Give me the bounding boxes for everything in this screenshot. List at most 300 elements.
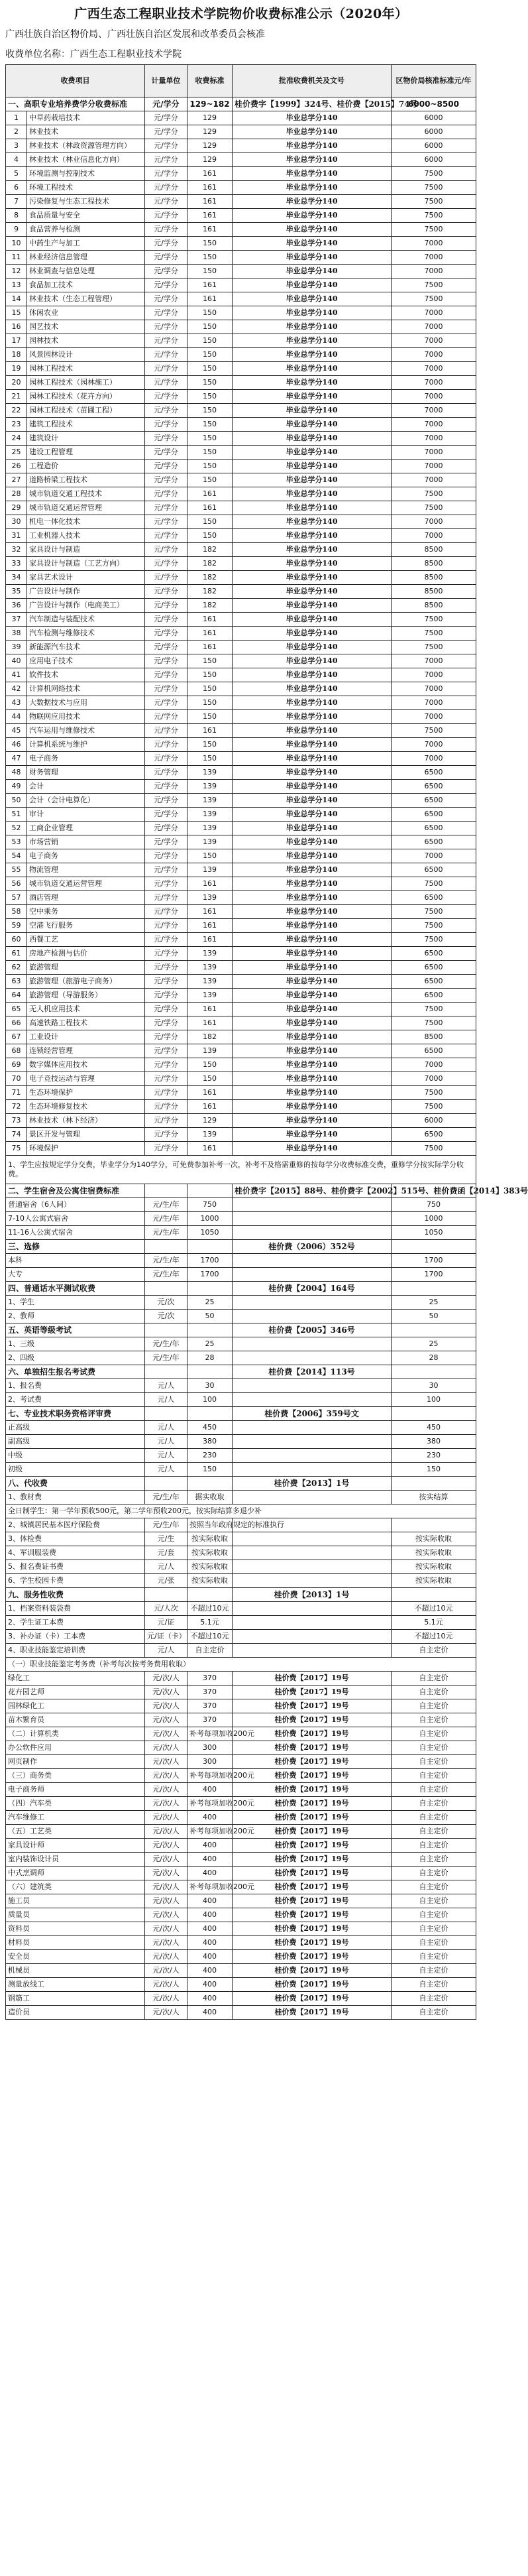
major-fee: 161: [187, 167, 233, 181]
fee-unit: 元/次: [145, 1310, 187, 1323]
major-name: 物联网应用技术: [27, 710, 145, 724]
major-fee: 161: [187, 501, 233, 515]
section-approved: [392, 1282, 476, 1296]
major-credits: 毕业总学分140: [233, 362, 392, 376]
fee-unit: 元/次/人: [145, 1672, 187, 1686]
major-fee: 150: [187, 237, 233, 251]
fee-approved: 1000: [392, 1212, 476, 1226]
major-row: [6, 1142, 476, 1156]
major-index: 54: [6, 849, 27, 863]
major-row: [6, 822, 476, 835]
major-fee: 150: [187, 404, 233, 418]
fee-unit: 元/证: [145, 1616, 187, 1630]
major-unit: 元/学分: [145, 738, 187, 752]
major-index: 14: [6, 292, 27, 306]
major-row: [6, 808, 476, 822]
major-name: 空中乘务: [27, 905, 145, 919]
section-title: 三、选修: [6, 1240, 145, 1254]
major-fee: 161: [187, 181, 233, 195]
fee-unit: 元/生/年: [145, 1351, 187, 1365]
major-approved: 7500: [392, 1142, 476, 1156]
major-fee: 139: [187, 863, 233, 877]
fee-basis: 桂价费【2017】19号: [233, 1950, 392, 1964]
major-approved: 6500: [392, 947, 476, 961]
major-approved: 7500: [392, 613, 476, 627]
major-approved: 7000: [392, 529, 476, 543]
fee-unit: 元/证（卡）: [145, 1630, 187, 1644]
fee-item-name: 施工员: [6, 1894, 145, 1908]
section-approved: [392, 1365, 476, 1379]
fee-standard: 28: [187, 1351, 233, 1365]
fee-item-name: 副高级: [6, 1435, 145, 1449]
major-approved: 6500: [392, 808, 476, 822]
fee-item-name: 汽车维修工: [6, 1811, 145, 1825]
major-fee: 139: [187, 961, 233, 975]
major-index: 41: [6, 668, 27, 682]
major-approved: 7000: [392, 390, 476, 404]
fee-item-name: 钢筋工: [6, 1992, 145, 2006]
major-index: 22: [6, 404, 27, 418]
major-credits: 毕业总学分140: [233, 139, 392, 153]
fee-row: [6, 1268, 476, 1282]
fee-basis: 桂价费【2017】19号: [233, 1839, 392, 1853]
major-approved: 6500: [392, 794, 476, 808]
fee-item-name: 花卉园艺师: [6, 1686, 145, 1699]
fee-approved: [392, 1518, 476, 1532]
major-index: 72: [6, 1100, 27, 1114]
fee-standard: 400: [187, 1978, 233, 1992]
major-name: 西餐工艺: [27, 933, 145, 947]
major-name: 广告设计与制作（电商美工）: [27, 599, 145, 613]
fee-approved: 自主定价: [392, 1992, 476, 2006]
fee-standard: 370: [187, 1672, 233, 1686]
major-row: [6, 487, 476, 501]
fee-note: 全日制学生：第一学年预收500元，第二学年预收200元，按实际结算多退少补: [6, 1504, 476, 1518]
fee-item-name: 苗木繁育员: [6, 1713, 145, 1727]
fee-basis: 桂价费【2017】19号: [233, 1992, 392, 2006]
section-title: 七、专业技术职务资格评审费: [6, 1407, 145, 1421]
major-approved: 7000: [392, 738, 476, 752]
fee-basis: [233, 1616, 392, 1630]
major-credits: 毕业总学分140: [233, 822, 392, 835]
fee-row: [6, 1351, 476, 1365]
major-index: 51: [6, 808, 27, 822]
section-unit: [145, 1323, 187, 1337]
fee-basis: 桂价费【2017】19号: [233, 1853, 392, 1867]
major-credits: 毕业总学分140: [233, 460, 392, 473]
institution-name: 收费单位名称：广西生态工程职业技术学院: [5, 49, 182, 60]
section-unit: [145, 1282, 187, 1296]
major-fee: 161: [187, 195, 233, 209]
fee-basis: [233, 1574, 392, 1588]
major-index: 1: [6, 111, 27, 125]
major-name: 汽车检测与维修技术: [27, 627, 145, 641]
fee-standard: 不超过10元: [187, 1630, 233, 1644]
fee-standard: 据实收取: [187, 1491, 233, 1504]
major-name: 工商企业管理: [27, 822, 145, 835]
section-basis: 桂价费【2013】1号: [233, 1477, 392, 1491]
fee-unit: 元/次/人: [145, 1894, 187, 1908]
major-approved: 7000: [392, 334, 476, 348]
fee-approved: 100: [392, 1393, 476, 1407]
fee-unit: 元/人: [145, 1463, 187, 1477]
major-row: [6, 1016, 476, 1030]
fee-unit: 元/生/年: [145, 1491, 187, 1504]
fee-unit: 元/套: [145, 1546, 187, 1560]
major-fee: 150: [187, 306, 233, 320]
fee-table: [5, 64, 528, 2020]
major-row: [6, 989, 476, 1003]
col-header-unit: 计量单位: [145, 65, 187, 97]
major-index: 39: [6, 641, 27, 654]
fee-basis: 桂价费【2017】19号: [233, 1713, 392, 1727]
major-credits: 毕业总学分140: [233, 891, 392, 905]
major-unit: 元/学分: [145, 557, 187, 571]
major-fee: 150: [187, 362, 233, 376]
major-row: [6, 432, 476, 446]
fee-row: [6, 1853, 476, 1867]
major-approved: 7500: [392, 919, 476, 933]
fee-approved: 自主定价: [392, 1741, 476, 1755]
major-credits: 毕业总学分140: [233, 446, 392, 460]
major-name: 林业经济信息管理: [27, 251, 145, 265]
fee-item-name: 1、报名费: [6, 1379, 145, 1393]
fee-item-name: 资料员: [6, 1922, 145, 1936]
major-index: 55: [6, 863, 27, 877]
major-row: [6, 947, 476, 961]
major-credits: 毕业总学分140: [233, 1086, 392, 1100]
major-row: [6, 919, 476, 933]
fee-row: [6, 1518, 476, 1532]
fee-approved: 自主定价: [392, 1672, 476, 1686]
major-approved: 6000: [392, 153, 476, 167]
fee-unit: 元/生/年: [145, 1226, 187, 1240]
fee-standard: 补考每项加收200元: [187, 1880, 233, 1894]
fee-unit: 元/生/年: [145, 1268, 187, 1282]
major-row: [6, 696, 476, 710]
major-fee: 161: [187, 1003, 233, 1016]
fee-standard: 400: [187, 1894, 233, 1908]
major-row: [6, 292, 476, 306]
fee-unit: 元/次/人: [145, 1978, 187, 1992]
fee-item-name: 4、军训服装费: [6, 1546, 145, 1560]
major-unit: 元/学分: [145, 515, 187, 529]
major-approved: 7500: [392, 181, 476, 195]
fee-row: [6, 1616, 476, 1630]
major-index: 11: [6, 251, 27, 265]
major-unit: 元/学分: [145, 1003, 187, 1016]
fee-basis: 桂价费【2017】19号: [233, 1867, 392, 1880]
major-row: [6, 473, 476, 487]
fee-standard: 按实际收取: [187, 1574, 233, 1588]
major-unit: 元/学分: [145, 835, 187, 849]
major-index: 28: [6, 487, 27, 501]
major-row: [6, 571, 476, 585]
fee-unit: 元/次/人: [145, 1727, 187, 1741]
major-unit: 元/学分: [145, 752, 187, 766]
col-header-basis: 批准收费机关及文号: [233, 65, 392, 97]
fee-row: [6, 1978, 476, 1992]
fee-standard: 1000: [187, 1212, 233, 1226]
section-basis: 桂价费【2005】346号: [233, 1323, 392, 1337]
major-index: 5: [6, 167, 27, 181]
major-name: 城市轨道交通运营管理: [27, 877, 145, 891]
major-unit: 元/学分: [145, 682, 187, 696]
major-fee: 139: [187, 975, 233, 989]
major-approved: 7000: [392, 1058, 476, 1072]
fee-standard: 400: [187, 1992, 233, 2006]
major-unit: 元/学分: [145, 724, 187, 738]
fee-item-name: 1、档案资料装袋费: [6, 1602, 145, 1616]
major-unit: 元/学分: [145, 390, 187, 404]
major-fee: 161: [187, 724, 233, 738]
section-row: [6, 1588, 476, 1602]
major-approved: 7500: [392, 724, 476, 738]
fee-unit: 元/人: [145, 1560, 187, 1574]
fee-row: [6, 2006, 476, 2020]
fee-basis: [233, 1644, 392, 1658]
major-unit: 元/学分: [145, 1086, 187, 1100]
fee-basis: [233, 1226, 392, 1240]
major-name: 工程造价: [27, 460, 145, 473]
major-row: [6, 125, 476, 139]
major-credits: 毕业总学分140: [233, 334, 392, 348]
major-approved: 7000: [392, 668, 476, 682]
major-approved: 6500: [392, 780, 476, 794]
major-unit: 元/学分: [145, 961, 187, 975]
section-standard: [187, 1477, 233, 1491]
fee-basis: 桂价费【2017】19号: [233, 1825, 392, 1839]
fee-unit: 元/人: [145, 1421, 187, 1435]
major-index: 19: [6, 362, 27, 376]
fee-item-name: 11-16人公寓式宿舍: [6, 1226, 145, 1240]
major-name: 林业技术（林下经济）: [27, 1114, 145, 1128]
fee-standard: 400: [187, 1811, 233, 1825]
major-index: 23: [6, 418, 27, 432]
fee-row: [6, 1672, 476, 1686]
fee-standard: 150: [187, 1463, 233, 1477]
major-unit: 元/学分: [145, 668, 187, 682]
major-row: [6, 682, 476, 696]
section-basis: 桂价费【2006】359号文: [233, 1407, 392, 1421]
fee-basis: [233, 1532, 392, 1546]
fee-standard: 按实际收取: [187, 1546, 233, 1560]
major-credits: 毕业总学分140: [233, 348, 392, 362]
major-fee: 161: [187, 1086, 233, 1100]
major-approved: 7500: [392, 167, 476, 181]
major-name: 林业技术（生态工程管理）: [27, 292, 145, 306]
major-row: [6, 975, 476, 989]
approval-authority: 广西壮族自治区物价局、广西壮族自治区发展和改革委员会核准: [5, 29, 265, 40]
major-credits: 毕业总学分140: [233, 933, 392, 947]
major-name: 电子竞技运动与管理: [27, 1072, 145, 1086]
fee-item-name: 3、体检费: [6, 1532, 145, 1546]
major-unit: 元/学分: [145, 1114, 187, 1128]
major-credits: 毕业总学分140: [233, 738, 392, 752]
major-approved: 6000: [392, 1114, 476, 1128]
fee-unit: 元/生/年: [145, 1518, 187, 1532]
major-name: 电子商务: [27, 849, 145, 863]
major-fee: 161: [187, 1142, 233, 1156]
major-row: [6, 1044, 476, 1058]
major-index: 17: [6, 334, 27, 348]
fee-item-name: 电子商务师: [6, 1783, 145, 1797]
major-row: [6, 835, 476, 849]
major-unit: 元/学分: [145, 251, 187, 265]
fee-basis: 桂价费【2017】19号: [233, 1811, 392, 1825]
fee-unit: 元/次/人: [145, 1853, 187, 1867]
major-unit: 元/学分: [145, 265, 187, 278]
major-unit: 元/学分: [145, 696, 187, 710]
fee-row: [6, 1825, 476, 1839]
major-row: [6, 237, 476, 251]
major-name: 林业调查与信息处理: [27, 265, 145, 278]
section-basis: 桂价费字【1999】324号、桂价费【2015】74号: [233, 97, 392, 111]
fee-unit: 元/人次: [145, 1602, 187, 1616]
major-credits: 毕业总学分140: [233, 571, 392, 585]
fee-unit: 元/人: [145, 1435, 187, 1449]
major-unit: 元/学分: [145, 1016, 187, 1030]
major-name: 环境监测与控制技术: [27, 167, 145, 181]
major-credits: 毕业总学分140: [233, 181, 392, 195]
major-row: [6, 515, 476, 529]
major-row: [6, 446, 476, 460]
fee-item-name: 2、考试费: [6, 1393, 145, 1407]
fee-approved: 按实际收取: [392, 1532, 476, 1546]
fee-basis: [233, 1198, 392, 1212]
major-unit: 元/学分: [145, 1072, 187, 1086]
major-approved: 7500: [392, 905, 476, 919]
fee-approved: 不超过10元: [392, 1602, 476, 1616]
major-credits: 毕业总学分140: [233, 961, 392, 975]
section-title: 一、高职专业培养费学分收费标准: [6, 97, 145, 111]
major-row: [6, 849, 476, 863]
major-row: [6, 1058, 476, 1072]
fee-row: [6, 1379, 476, 1393]
major-approved: 7500: [392, 641, 476, 654]
major-approved: 7500: [392, 1003, 476, 1016]
fee-row: [6, 1755, 476, 1769]
major-credits: 毕业总学分140: [233, 682, 392, 696]
major-unit: 元/学分: [145, 1128, 187, 1142]
major-name: 连锁经营管理: [27, 1044, 145, 1058]
fee-row: [6, 1727, 476, 1741]
major-fee: 139: [187, 822, 233, 835]
fee-unit: 元/人: [145, 1449, 187, 1463]
major-index: 44: [6, 710, 27, 724]
major-fee: 150: [187, 348, 233, 362]
major-unit: 元/学分: [145, 863, 187, 877]
fee-standard: 400: [187, 1839, 233, 1853]
major-index: 56: [6, 877, 27, 891]
fee-basis: [233, 1337, 392, 1351]
fee-standard: 补考每项加收200元: [187, 1727, 233, 1741]
fee-basis: 桂价费【2017】19号: [233, 1755, 392, 1769]
major-unit: 元/学分: [145, 849, 187, 863]
section-row: [6, 1240, 476, 1254]
fee-approved: 自主定价: [392, 1964, 476, 1978]
fee-row: [6, 1783, 476, 1797]
major-approved: 7000: [392, 432, 476, 446]
major-index: 26: [6, 460, 27, 473]
major-unit: 元/学分: [145, 1030, 187, 1044]
fee-item-name: 安全员: [6, 1950, 145, 1964]
fee-item-name: （二）计算机类: [6, 1727, 145, 1741]
major-index: 49: [6, 780, 27, 794]
fee-basis: [233, 1379, 392, 1393]
major-unit: 元/学分: [145, 543, 187, 557]
major-name: 工业机器人技术: [27, 529, 145, 543]
major-fee: 182: [187, 571, 233, 585]
fee-item-name: 5、报名费证书费: [6, 1560, 145, 1574]
major-row: [6, 139, 476, 153]
major-index: 66: [6, 1016, 27, 1030]
major-fee: 139: [187, 1044, 233, 1058]
major-index: 6: [6, 181, 27, 195]
major-unit: 元/学分: [145, 292, 187, 306]
major-unit: 元/学分: [145, 780, 187, 794]
fee-row: [6, 1699, 476, 1713]
major-credits: 毕业总学分140: [233, 863, 392, 877]
major-name: 高速铁路工程技术: [27, 1016, 145, 1030]
fee-basis: [233, 1560, 392, 1574]
major-name: 市场营销: [27, 835, 145, 849]
major-name: 建筑设计: [27, 432, 145, 446]
fee-approved: 自主定价: [392, 1811, 476, 1825]
major-unit: 元/学分: [145, 473, 187, 487]
col-header-item: 收费项目: [6, 65, 145, 97]
fee-unit: 元/次/人: [145, 1699, 187, 1713]
section-row: [6, 1477, 476, 1491]
fee-standard: 按照当年政府规定的标准执行: [187, 1518, 233, 1532]
fee-item-name: 4、职业技能鉴定培训费: [6, 1644, 145, 1658]
major-name: 审计: [27, 808, 145, 822]
fee-item-name: 3、补办证（卡）工本费: [6, 1630, 145, 1644]
major-credits: 毕业总学分140: [233, 1072, 392, 1086]
major-row: [6, 111, 476, 125]
fee-basis: 桂价费【2017】19号: [233, 1936, 392, 1950]
major-credits: 毕业总学分140: [233, 613, 392, 627]
major-row: [6, 265, 476, 278]
fee-standard: 补考每项加收200元: [187, 1825, 233, 1839]
section-standard: [187, 1365, 233, 1379]
fee-unit: 元/次/人: [145, 1741, 187, 1755]
section-approved: [392, 1477, 476, 1491]
major-name: 汽车运用与维修技术: [27, 724, 145, 738]
major-unit: 元/学分: [145, 446, 187, 460]
fee-standard: 400: [187, 1936, 233, 1950]
major-credits: 毕业总学分140: [233, 404, 392, 418]
major-unit: 元/学分: [145, 223, 187, 237]
fee-row: [6, 1435, 476, 1449]
major-credits: 毕业总学分140: [233, 794, 392, 808]
major-approved: 6500: [392, 1128, 476, 1142]
fee-unit: 元/次/人: [145, 1992, 187, 2006]
fee-basis: 桂价费【2017】19号: [233, 1672, 392, 1686]
fee-unit: 元/次/人: [145, 2006, 187, 2020]
major-approved: 7500: [392, 1016, 476, 1030]
major-credits: 毕业总学分140: [233, 278, 392, 292]
fee-standard: 230: [187, 1449, 233, 1463]
section-standard: [187, 1588, 233, 1602]
fee-item-name: 测量放线工: [6, 1978, 145, 1992]
major-index: 33: [6, 557, 27, 571]
fee-unit: 元/次/人: [145, 1811, 187, 1825]
major-name: 生态环境保护: [27, 1086, 145, 1100]
major-name: 房地产检测与估价: [27, 947, 145, 961]
major-name: 污染修复与生态工程技术: [27, 195, 145, 209]
major-credits: 毕业总学分140: [233, 390, 392, 404]
